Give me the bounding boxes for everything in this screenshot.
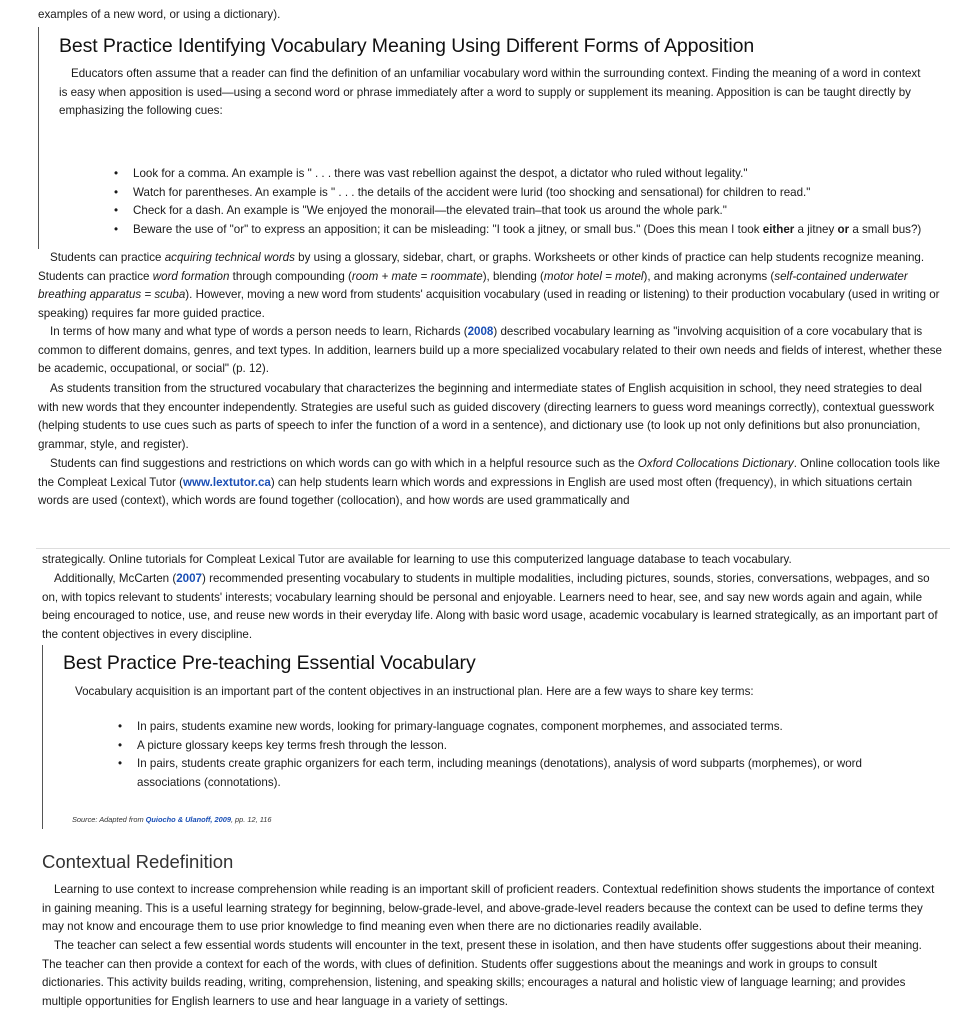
bullet-icon: •: [118, 757, 123, 771]
list-item: • Watch for parentheses. An example is " . . . the details of the accident were lurid (too shocking and sensational) for children to read.": [133, 184, 923, 203]
paragraph-technical-words: Students can practice acquiring technical words by using a glossary, sidebar, chart, or graphs. Worksheets or other kinds of practice can help students recognize meaning. Students can practice word formation through compounding (room + mate = roommate), blending (motor hotel = motel), and making acronyms (self-contained underwater breathing apparatus = scuba). However, moving a new word from students' acquisition vocabulary (used in reading or listening) to their production vocabulary (used in writing or speaking) requires far more guided practice.: [38, 251, 940, 320]
box-intro: Vocabulary acquisition is an important part of the content objectives in an instructional plan. Here are a few ways to share key terms:: [75, 685, 754, 698]
list-item: • Check for a dash. An example is "We enjoyed the monorail—the elevated train–that took us around the whole park.": [133, 202, 923, 221]
paragraph-contextual-1: Learning to use context to increase comprehension while reading is an important skill of proficient readers. Contextual redefinition shows students the importance of context in gaining meaning. This is a useful learning strategy for beginning, below-grade-level, and above-grade-level readers because the context can be used to define terms they may not know and encourage them to use prior knowledge to find meaning even when there are no dictionaries readily available.: [42, 883, 935, 934]
box-heading: Best Practice Pre-teaching Essential Vocabulary: [63, 652, 476, 674]
terms-list: [118, 718, 927, 792]
best-practice-box-apposition: [38, 27, 939, 249]
list-item: • In pairs, students create graphic organizers for each term, including meanings (denotations), analysis of word subparts (morphemes), or word associations (connotations).: [118, 757, 862, 789]
paragraph-richards: In terms of how many and what type of words a person needs to learn, Richards (2008) described vocabulary learning as "involving acquisition of a core vocabulary that is common to different domains, genres, and text types. In addition, learners build up a more specialized vocabulary related to their own needs and fields of interest, whether these be academic, occupational, or social" (p. 12).: [38, 325, 942, 376]
source-link[interactable]: Quiocho & Ulanoff, 2009: [145, 815, 231, 824]
list-item: • Look for a comma. An example is " . . . there was vast rebellion against the despot, a dictator who ruled without legality.": [133, 165, 923, 184]
paragraph-mccarten: Additionally, McCarten (2007) recommended presenting vocabulary to students in multiple modalities, including pictures, sounds, stories, conversations, webpages, and so on, with topics relevant to students' interests; vocabulary learning should be personal and enjoyable. Learners need to hear, see, and say new words again and again, while being encouraged to notice, use, and reuse new words in their everyday life. Along with basic word usage, academic vocabulary is learned strategically, as an important part of the content objectives in every discipline.: [42, 572, 938, 641]
bullet-icon: •: [118, 720, 123, 733]
list-item: • Beware the use of "or" to express an apposition; it can be misleading: "I took a jitney, or small bus." (Does this mean I took either a jitney or a small bus?): [133, 221, 923, 240]
section-heading: Contextual Redefinition: [42, 851, 234, 872]
bullet-icon: •: [114, 204, 119, 218]
paragraph-contextual-2: The teacher can select a few essential words students will encounter in the text, present these in isolation, and then have students offer suggestions about their meaning. The teacher can then provide a context for each of the words, with clues of definition. Students offer suggestions about the meanings and work in groups to consult dictionaries. This activity builds reading, writing, comprehension, listening, and speaking skills; encourages a natural and holistic view of language learning; and provides multiple opportunities for English learners to use and hear language in a variety of settings.: [42, 939, 922, 1008]
list-item: • In pairs, students examine new words, looking for primary-language cognates, component morphemes, and associated terms.: [137, 718, 927, 737]
source-note: Source: Adapted from Quiocho & Ulanoff, 2009, pp. 12, 116: [72, 815, 272, 824]
best-practice-box-preteaching: [42, 645, 923, 829]
lextutor-link[interactable]: www.lextutor.ca: [183, 475, 271, 489]
bullet-icon: •: [114, 167, 119, 180]
paragraph-collocations: Students can find suggestions and restrictions on which words can go with which in a helpful resource such as the Oxford Collocations Dictionary. Online collocation tools like the Compleat Lexical Tutor (www.lextutor.ca) can help students learn which words and expressions in English are used most often (frequency), in which situations certain words are used (context), which words are found together (collocation), and how words are used grammatically and: [38, 457, 940, 508]
cue-list: [114, 165, 923, 239]
citation-link[interactable]: 2007: [176, 572, 203, 585]
bullet-icon: •: [114, 185, 119, 199]
list-item: • A picture glossary keeps key terms fresh through the lesson.: [137, 737, 927, 756]
page-break-divider: [36, 548, 950, 549]
paragraph-strategies: As students transition from the structured vocabulary that characterizes the beginning and intermediate states of English acquisition in school, they need strategies to deal with new words that they encounter independently. Strategies are useful such as guided discovery (directing learners to guess word meanings correctly), contextual guesswork (helping students to use cues such as parts of speech to infer the function of a word in a sentence), and dictionary use (to look up not only definitions but also pronunciation, grammar, style, and register).: [38, 382, 935, 451]
box-intro: Educators often assume that a reader can find the definition of an unfamiliar vocabulary word within the surrounding context. Finding the meaning of a word in context is easy when apposition is used—using a second word or phrase immediately after a word to supply or supplement its meaning. Apposition is can be taught directly by emphasizing the following cues:: [59, 67, 921, 118]
top-fragment: examples of a new word, or using a dictionary).: [38, 8, 281, 21]
citation-link[interactable]: 2008: [467, 325, 494, 338]
paragraph-continuation: strategically. Online tutorials for Compleat Lexical Tutor are available for learning to use this computerized language database to teach vocabulary.: [42, 553, 792, 566]
box-heading: Best Practice Identifying Vocabulary Meaning Using Different Forms of Apposition: [59, 35, 755, 57]
bullet-icon: •: [114, 222, 119, 236]
bullet-icon: •: [118, 738, 123, 752]
